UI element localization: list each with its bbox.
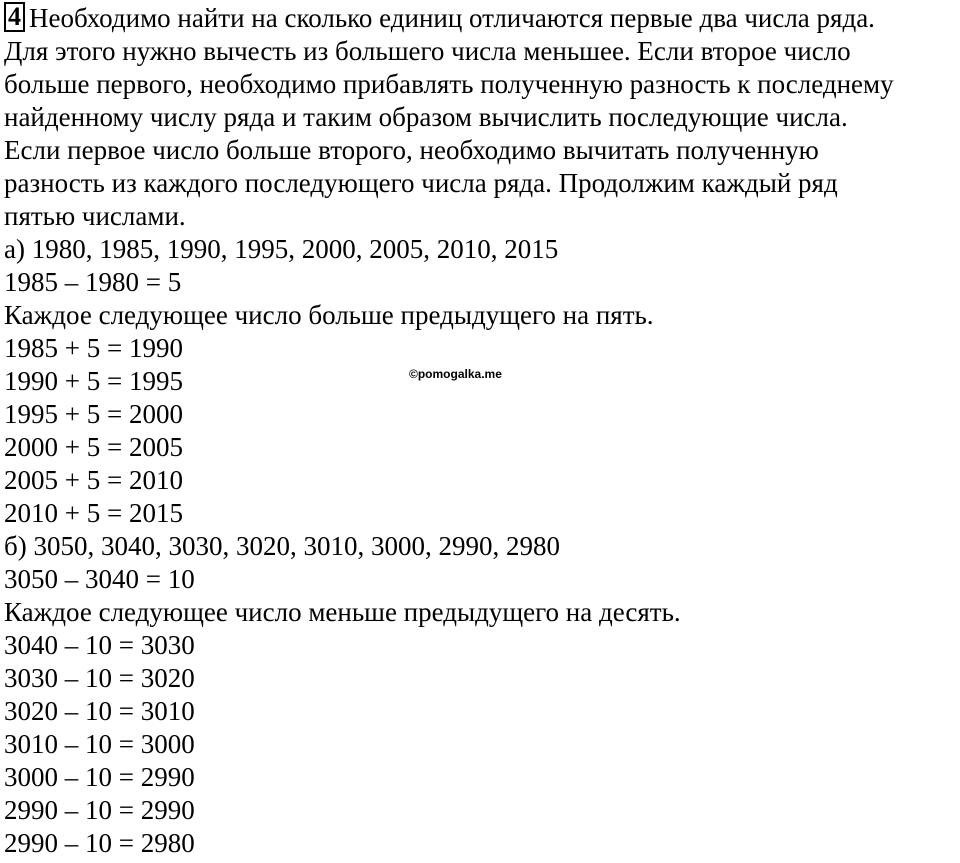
intro-line-3: больше первого, необходимо прибавлять полученную разность к последнему	[4, 69, 894, 99]
part-a-difference: 1985 – 1980 = 5	[4, 267, 182, 297]
part-b-series: б) 3050, 3040, 3030, 3020, 3010, 3000, 2990, 2980	[4, 531, 560, 561]
part-a-step: 2005 + 5 = 2010	[4, 465, 183, 495]
part-b-step: 3040 – 10 = 3030	[4, 630, 195, 660]
part-a-series: а) 1980, 1985, 1990, 1995, 2000, 2005, 2010, 2015	[4, 234, 559, 264]
part-b-difference: 3050 – 3040 = 10	[4, 564, 195, 594]
part-b-step: 3000 – 10 = 2990	[4, 762, 195, 792]
intro-line-6: разность из каждого последующего числа ряда. Продолжим каждый ряд	[4, 168, 838, 198]
intro-line-1	[4, 2, 956, 35]
part-a-step: 1990 + 5 = 1995	[4, 366, 183, 396]
part-b-step: 3010 – 10 = 3000	[4, 729, 195, 759]
intro-line-7: пятью числами.	[4, 201, 186, 231]
watermark: ©pomogalka.me	[409, 367, 502, 381]
part-b-step: 3030 – 10 = 3020	[4, 663, 195, 693]
part-a-step: 1985 + 5 = 1990	[4, 333, 183, 363]
part-a-step: 2000 + 5 = 2005	[4, 432, 183, 462]
part-b-step: 2990 – 10 = 2990	[4, 795, 195, 825]
intro-line-5: Если первое число больше второго, необходимо вычитать полученную	[4, 135, 819, 165]
part-a-rule: Каждое следующее число больше предыдущего на пять.	[4, 300, 654, 330]
part-b-rule: Каждое следующее число меньше предыдущего на десять.	[4, 597, 681, 627]
part-a-step: 1995 + 5 = 2000	[4, 399, 183, 429]
intro-line-2: Для этого нужно вычесть из большего числа меньшее. Если второе число	[4, 36, 851, 66]
solution-page	[4, 0, 956, 860]
intro-text-1: Необходимо найти на сколько единиц отличаются первые два числа ряда.	[29, 3, 875, 33]
part-b-step: 3020 – 10 = 3010	[4, 696, 195, 726]
part-a-step: 2010 + 5 = 2015	[4, 498, 183, 528]
task-number-badge: 4	[4, 2, 25, 32]
part-b-step: 2990 – 10 = 2980	[4, 828, 195, 858]
intro-line-4: найденному числу ряда и таким образом вычислить последующие числа.	[4, 102, 848, 132]
